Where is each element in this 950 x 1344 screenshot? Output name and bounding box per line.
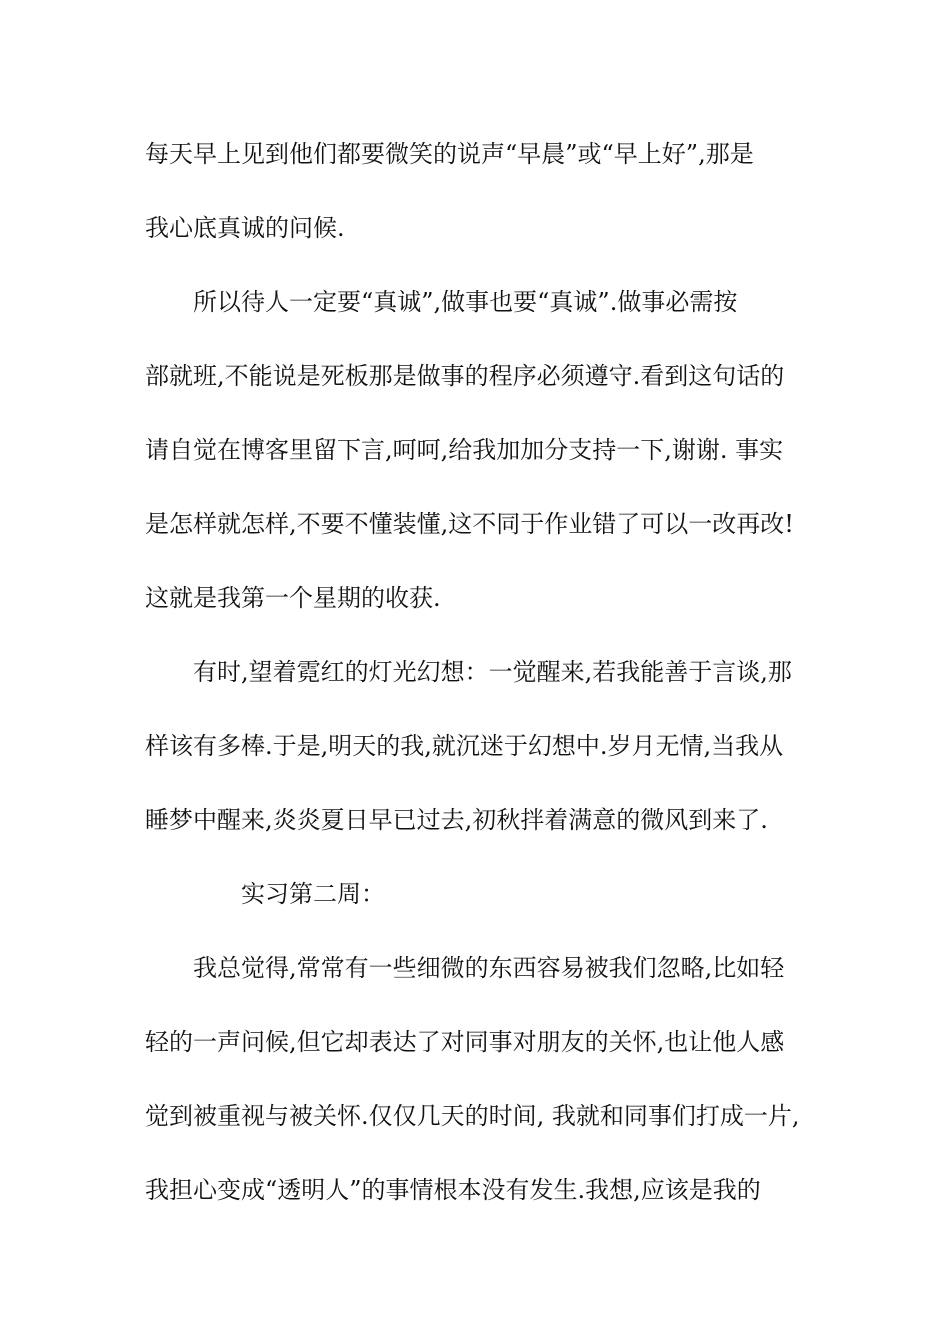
- text-line: 我担心变成“透明人”的事情根本没有发生.我想,应该是我的: [145, 1176, 761, 1204]
- text-line: 样该有多棒.于是,明天的我,就沉迷于幻想中.岁月无情,当我从: [145, 732, 784, 760]
- text-line: 这就是我第一个星期的收获.: [145, 584, 441, 612]
- paragraph-first-line: 有时,望着霓红的灯光幻想：一觉醒来,若我能善于言谈,那: [193, 658, 792, 686]
- text-line: 我心底真诚的问候.: [145, 214, 345, 242]
- text-line: 部就班,不能说是死板那是做事的程序必须遵守.看到这句话的: [145, 362, 785, 390]
- section-heading: 实习第二周：: [241, 880, 385, 908]
- paragraph-first-line: 我总觉得,常常有一些细微的东西容易被我们忽略,比如轻: [193, 954, 785, 982]
- text-line: 请自觉在博客里留下言,呵呵,给我加加分支持一下,谢谢. 事实: [145, 436, 784, 464]
- text-line: 睡梦中醒来,炎炎夏日早已过去,初秋拌着满意的微风到来了.: [145, 806, 768, 834]
- text-line: 轻的一声问候,但它却表达了对同事对朋友的关怀,也让他人感: [145, 1028, 785, 1056]
- text-line: 是怎样就怎样,不要不懂装懂,这不同于作业错了可以一改再改!: [145, 510, 794, 538]
- text-line: 每天早上见到他们都要微笑的说声“早晨”或“早上好”,那是: [145, 140, 754, 168]
- paragraph-first-line: 所以待人一定要“真诚”,做事也要“真诚”.做事必需按: [193, 288, 738, 316]
- text-line: 觉到被重视与被关怀.仅仅几天的时间, 我就和同事们打成一片,: [145, 1102, 800, 1130]
